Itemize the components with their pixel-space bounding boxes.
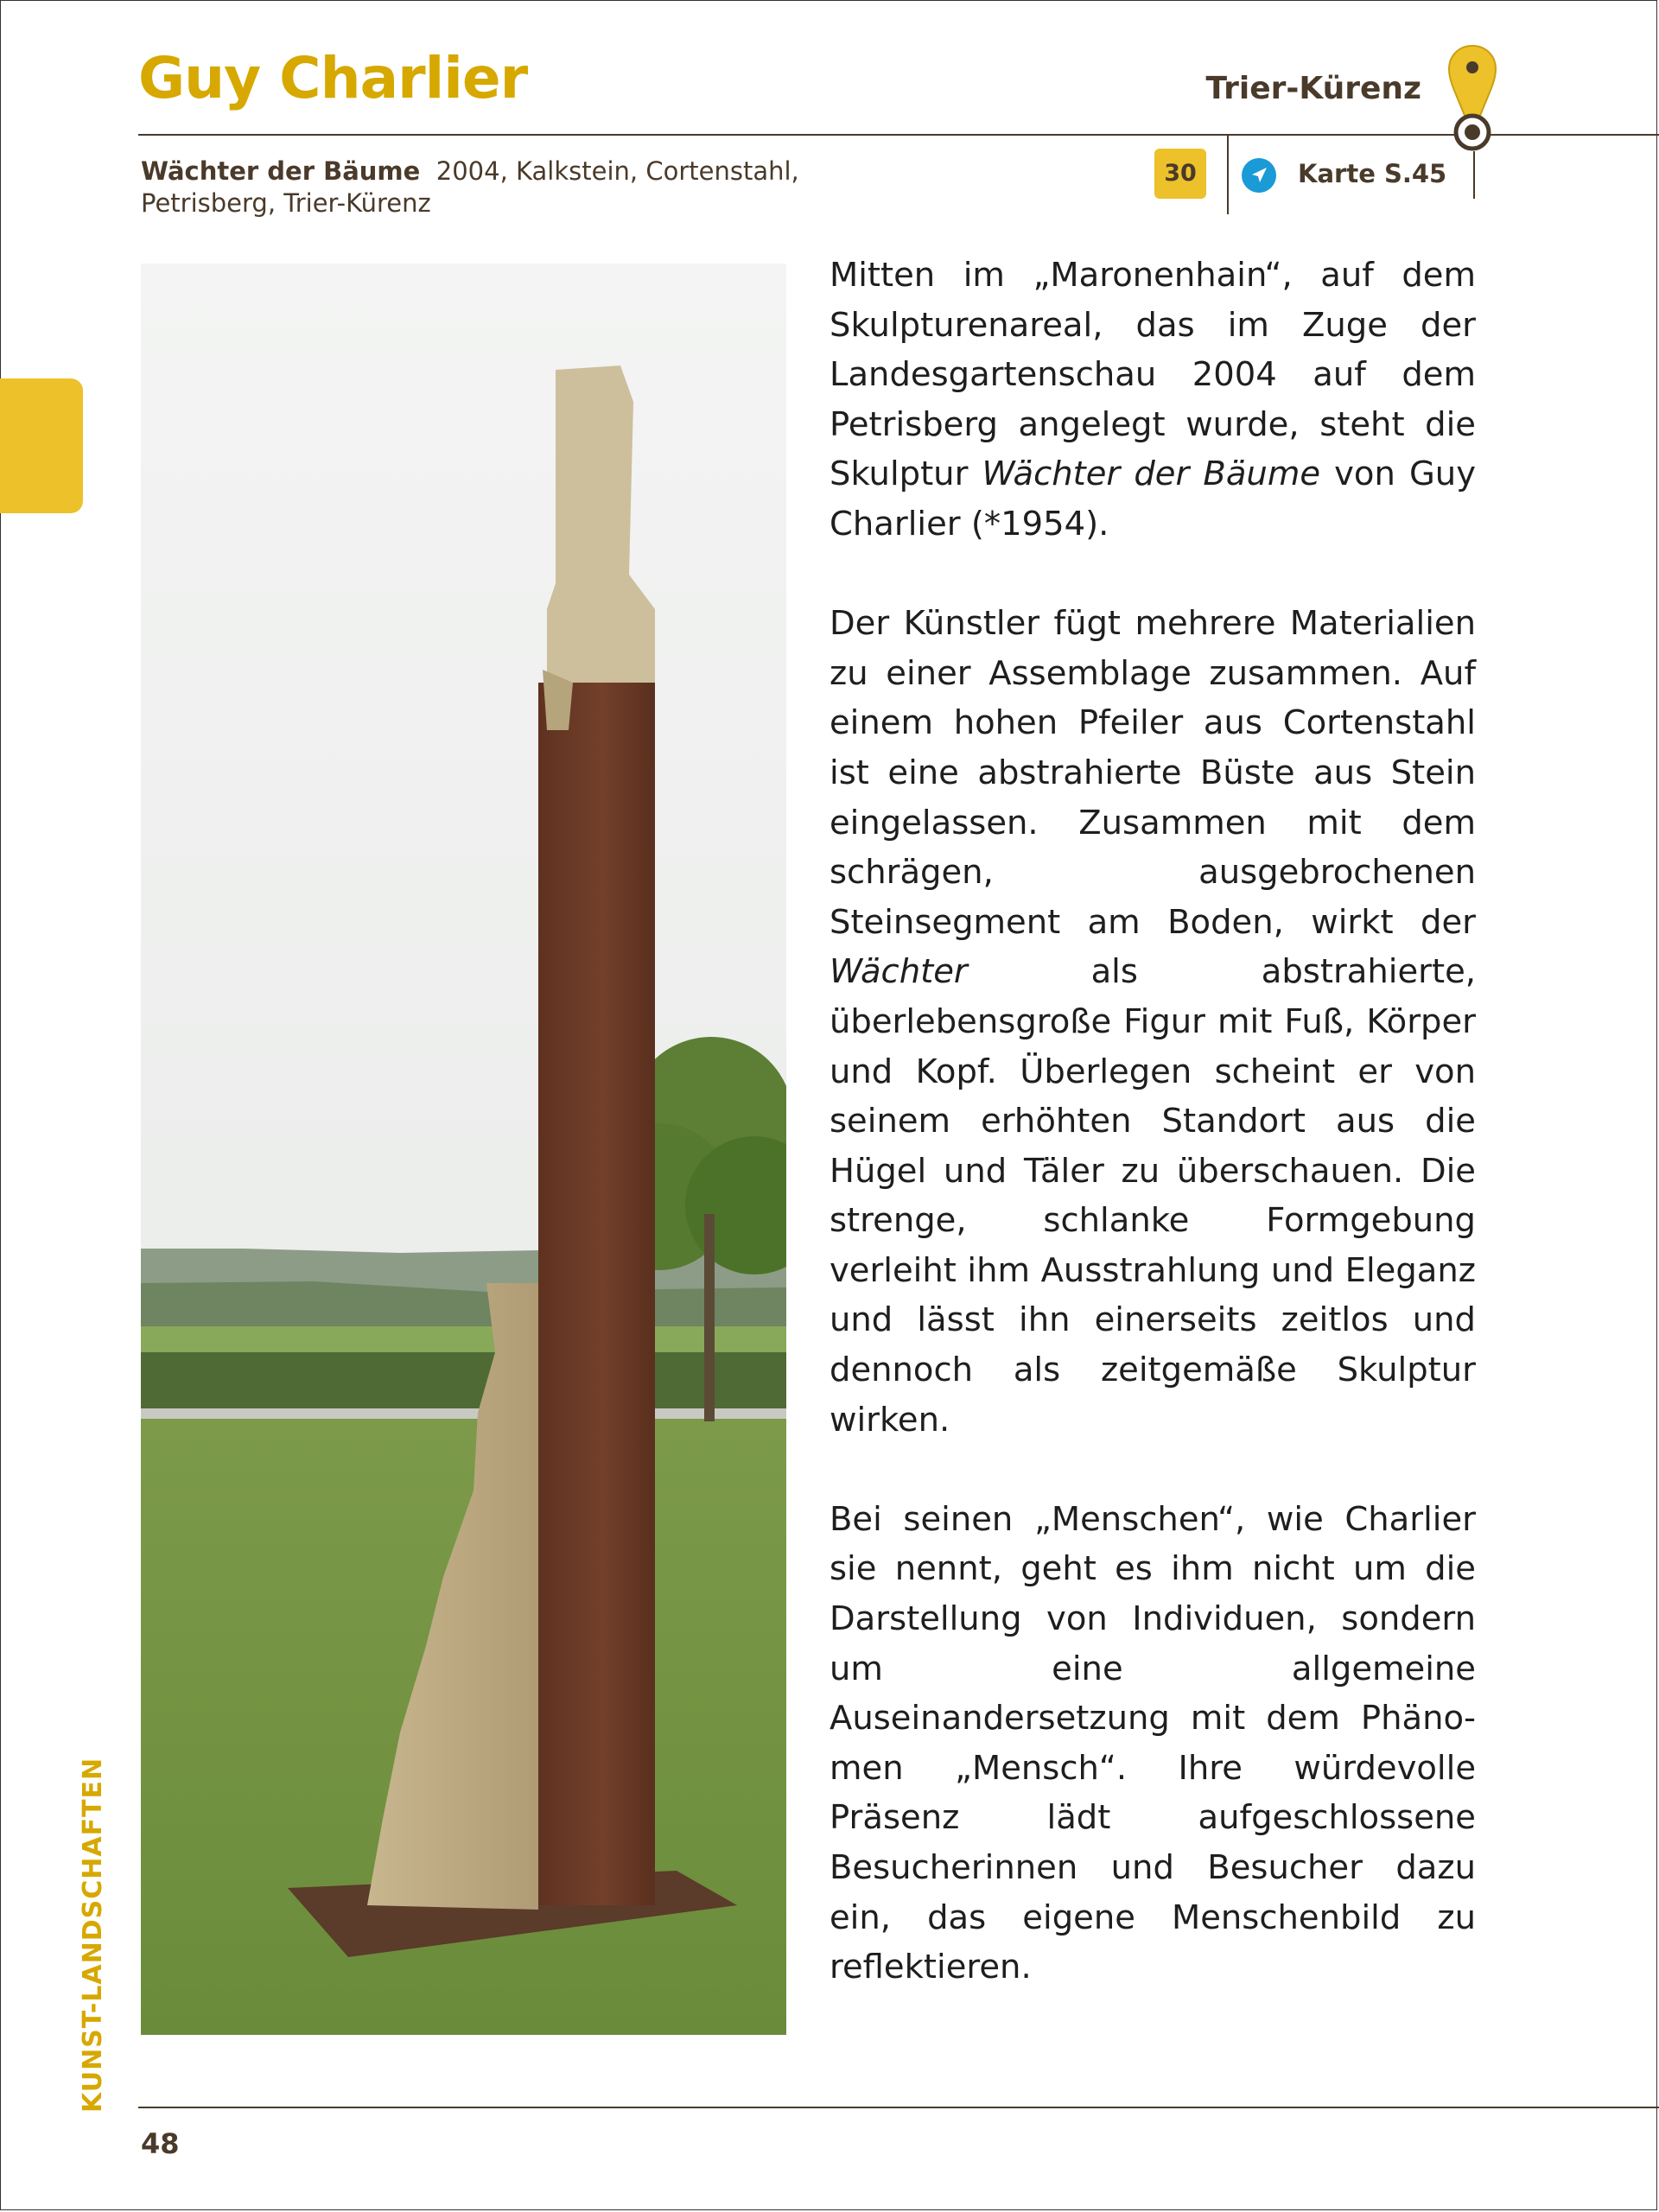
artwork-details-line2: Petrisberg, Trier-Kürenz	[141, 188, 431, 218]
artwork-caption	[141, 156, 799, 219]
paragraph-3: Bei seinen „Menschen“, wie Charlier sie nennt, geht es ihm nicht um die Darstellung von Individuen, sondern um eine allgemeine Auseinandersetzung mit dem Phänomen „Mensch“. Ihre würdevolle Präsenz lädt aufgeschlossene Besucherinnen und Besucher dazu ein, das eigene Menschenbild zu reflektieren.	[830, 1499, 1476, 1987]
waechter-italic: Wächter	[830, 952, 968, 992]
paragraph-2-end: als abstrahierte, überlebensgroße Figur mit Fuß, Körper und Kopf. Überlegen scheint er von seinem erhöhten Standort aus die Hügel und Täler zu überschauen. Die strenge, schlanke Formgebung verleiht ihm Ausstrahlung und Eleganz und lässt ihn einerseits zeitlos und dennoch als zeitgemäße Skulptur wirken.	[830, 952, 1476, 1440]
paragraph-1-text: Mitten im „Maronenhain“, auf dem Skulpturenareal, das im Zuge der Landesgartenschau 2004 auf dem Petrisberg angelegt wurde, steht die Skulptur	[830, 256, 1476, 494]
map-reference[interactable]: Karte S.45	[1298, 159, 1447, 188]
artist-name: Guy Charlier	[138, 45, 528, 111]
paragraph-2	[830, 599, 1476, 1445]
section-label: KUNST-LANDSCHAFTEN	[78, 1757, 108, 2113]
divider	[1473, 151, 1475, 199]
location-title: Trier-Kürenz	[1205, 71, 1421, 106]
divider	[1227, 135, 1229, 214]
section-tab	[0, 378, 83, 513]
number-badge: 30	[1154, 149, 1206, 199]
artwork-title: Wächter der Bäume	[141, 156, 421, 186]
navigation-arrow-icon	[1242, 158, 1276, 193]
page-number: 48	[141, 2127, 180, 2160]
location-pin-icon	[1446, 43, 1499, 156]
footer-rule	[138, 2107, 1659, 2108]
body-text	[830, 251, 1476, 2042]
paragraph-1	[830, 251, 1476, 550]
artwork-title-italic: Wächter der Bäume	[982, 454, 1321, 494]
paragraph-1-end: von Guy Charlier (*1954).	[830, 454, 1476, 543]
sculpture-photo	[141, 264, 786, 2035]
artwork-details-line1: 2004, Kalkstein, Cortenstahl,	[435, 156, 799, 186]
paragraph-2-text: Der Künstler fügt mehrere Materialien zu einer Assemblage zusammen. Auf einem hohen Pfeiler aus Cortenstahl ist eine abstrahierte Büste aus Stein eingelassen. Zusammen mit dem schrägen, ausgebrochenen Steinsegment am Boden, wirkt der	[830, 604, 1476, 942]
header-rule	[138, 134, 1659, 136]
